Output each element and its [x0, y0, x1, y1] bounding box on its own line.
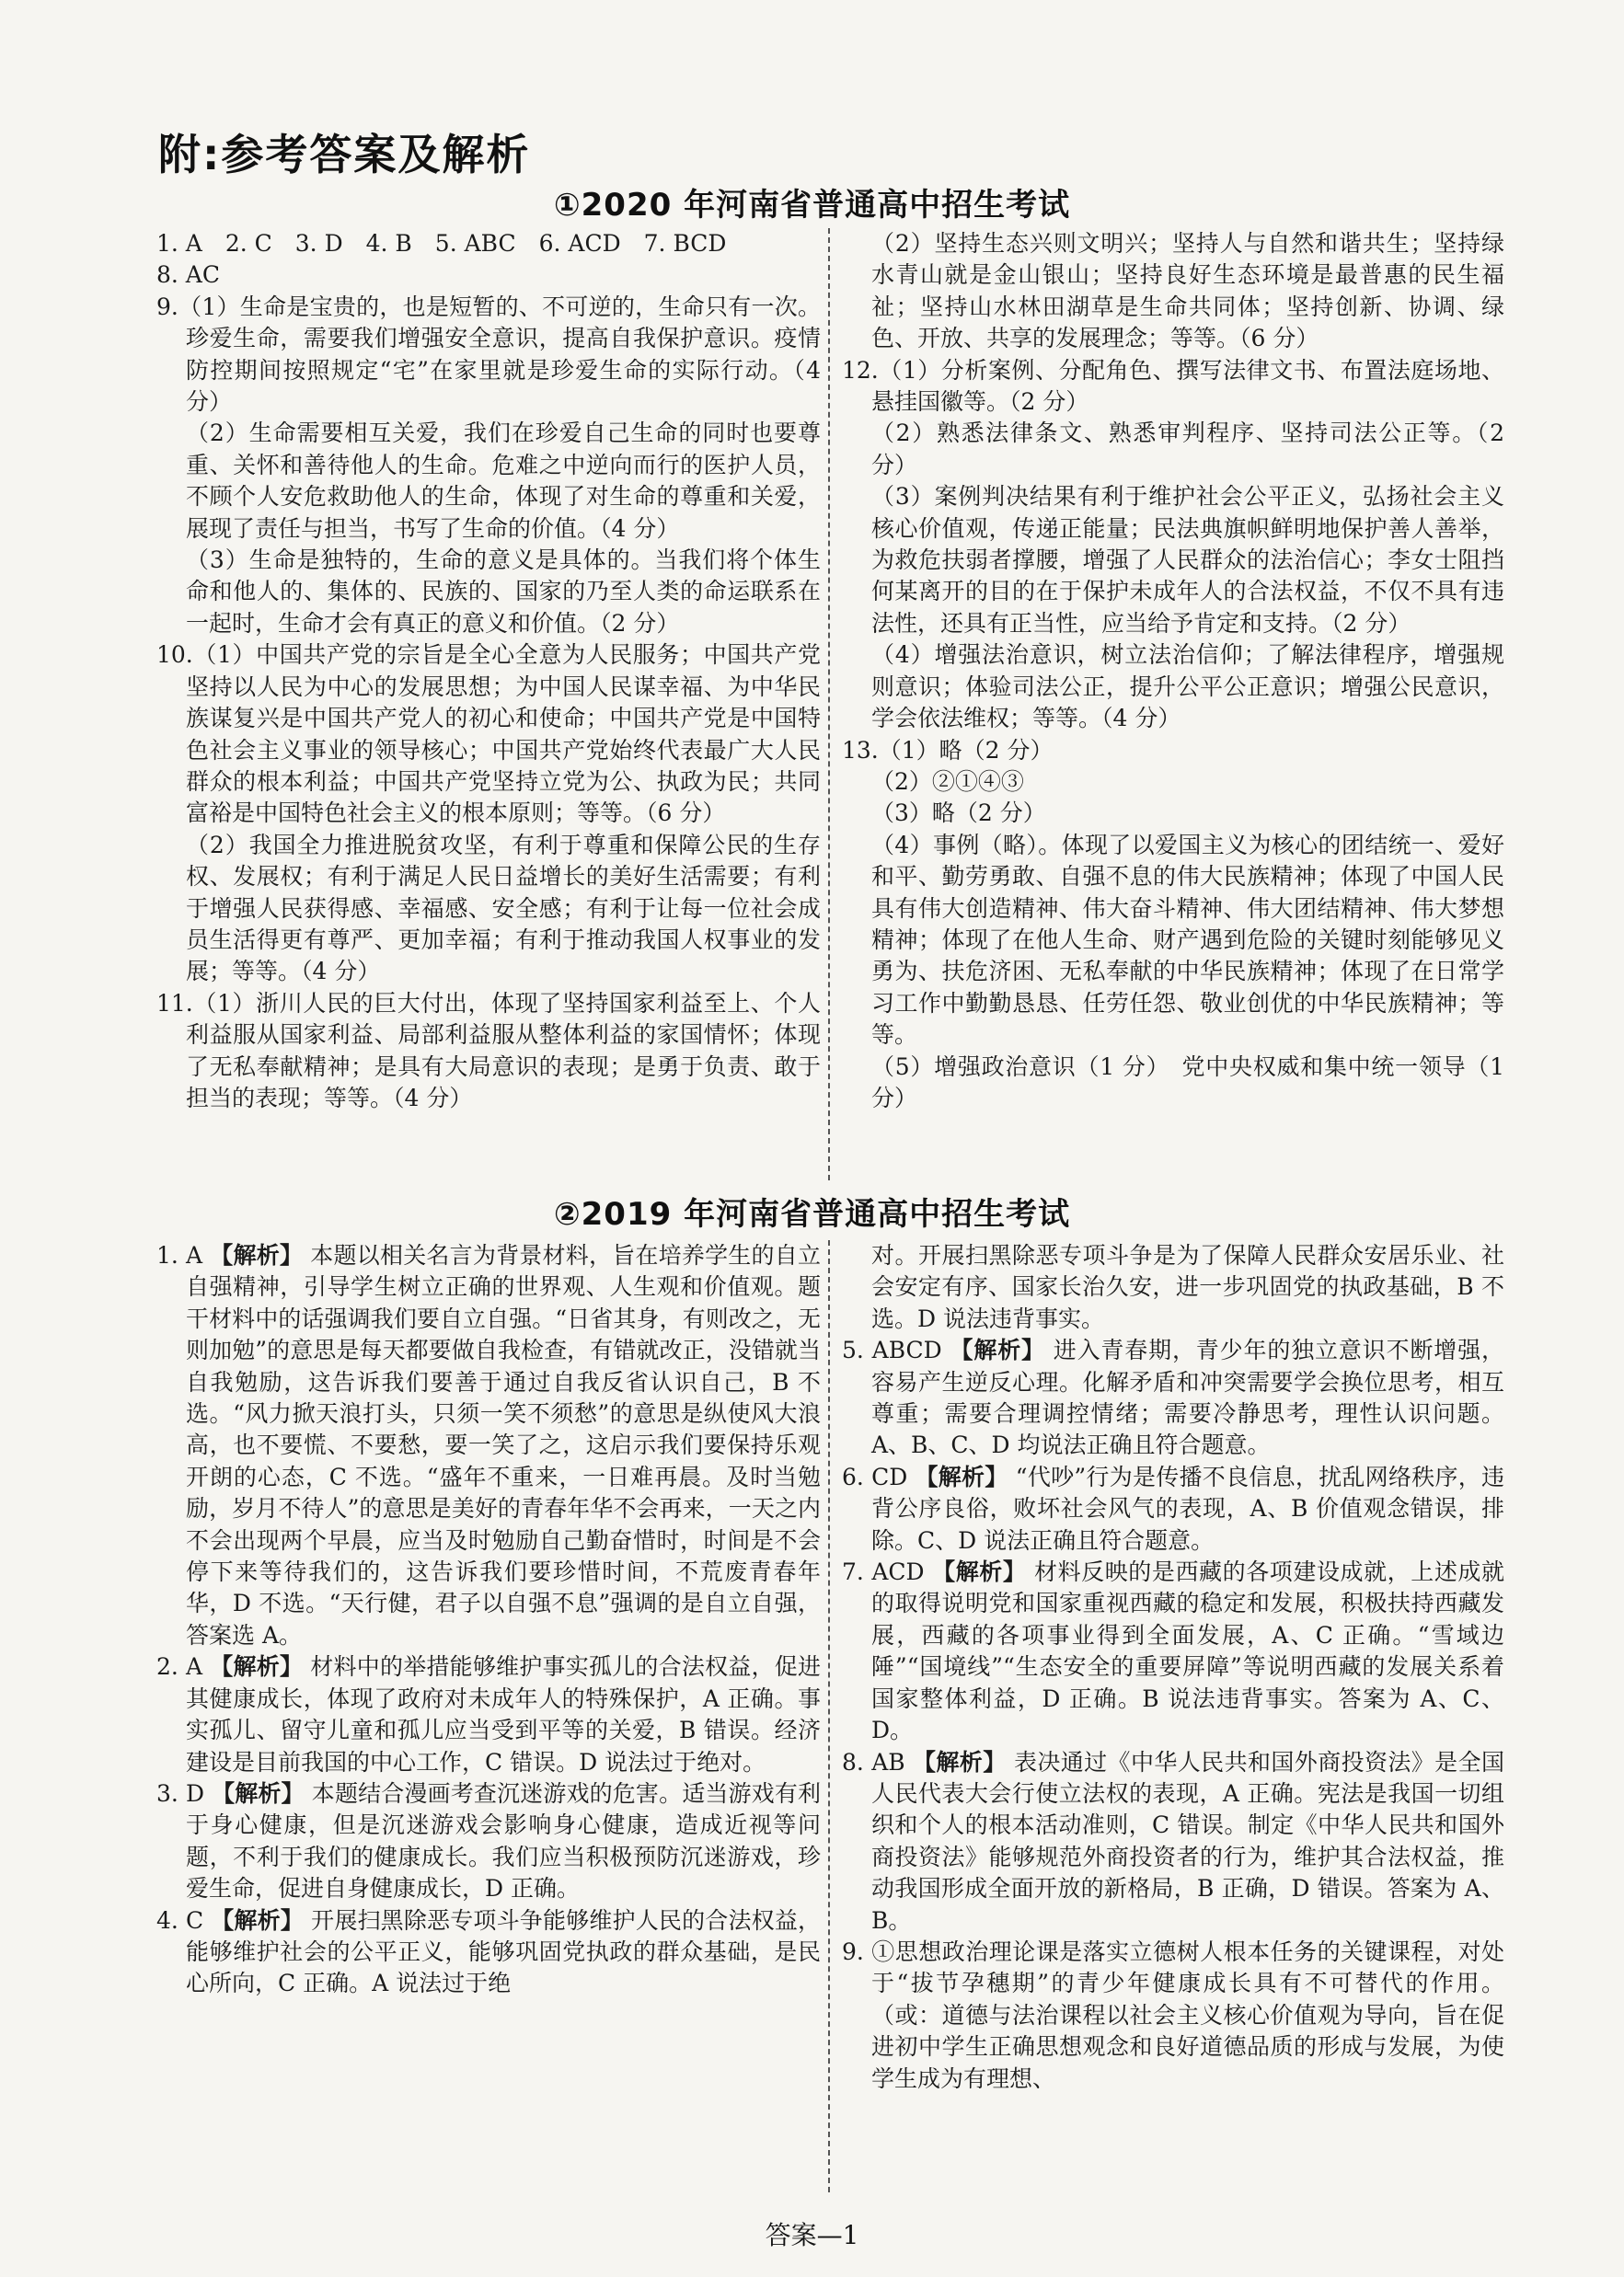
- answer-item-11: 11.（1）浙川人民的巨大付出，体现了坚持国家利益至上、个人利益服从国家利益、局部利益服从整体利益的家国情怀；体现了无私奉献精神；是具有大局意识的表现；是勇于负责、敢于担当的表现；等等。（4 分）: [156, 989, 821, 1111]
- answer-item-10: 10.（1）中国共产党的宗旨是全心全意为人民服务；中国共产党坚持以人民为中心的发展思想；为中国人民谋幸福、为中华民族谋复兴是中国共产党人的初心和使命；中国共产党是中国特色社会主义事业的领导核心；中国共产党始终代表最广大人民群众的根本利益；中国共产党坚持立党为公、执政为民；共同富裕是中国特色社会主义的根本原则；等等。（6 分）: [156, 641, 821, 827]
- analysis-tag: 【解析】: [950, 1337, 1045, 1364]
- answer-sub-item: （2）熟悉法律条文、熟悉审判程序、坚持司法公正等。（2 分）: [871, 420, 1504, 478]
- analysis-tag: 【解析】: [932, 1558, 1027, 1586]
- analysis-item-1: 1. A 【解析】 本题以相关名言为背景材料，旨在培养学生的自立自强精神，引导学生树立正确的世界观、人生观和价值观。题干材料中的话强调我们要自立自强。“日省其身，有则改之，无则加勉”的意思是每天都要做自我检查，有错就改正，没错就当自我勉励，这告诉我们要善于通过自我反省认识自己，B 不选。“风力掀天浪打头，只须一笑不须愁”的意思是纵使风大浪高，也不要慌、不要愁，要一笑了之，这启示我们要保持乐观开朗的心态，C 不选。“盛年不重来，一日难再晨。及时当勉励，岁月不待人”的意思是美好的青春年华不会再来，一天之内不会出现两个早晨，应当及时勉励自己勤奋惜时，时间是不会停下来等待我们的，这告诉我们要珍惜时间，不荒废青春年华，D 不选。“天行健，君子以自强不息”强调的是自立自强，答案选 A。: [156, 1242, 821, 1649]
- answer-sub-item: （4）增强法治意识，树立法治信仰；了解法律程序，增强规则意识；体验司法公正，提升公平公正意识；增强公民意识，学会依法维权；等等。（4 分）: [871, 641, 1504, 732]
- analysis-tag: 【解析】: [210, 1242, 304, 1269]
- answer-sub-item: （4）事例（略）。体现了以爱国主义为核心的团结统一、爱好和平、勤劳勇敢、自强不息的伟大民族精神；体现了中国人民具有伟大创造精神、伟大奋斗精神、伟大团结精神、伟大梦想精神；体现了在他人生命、财产遇到危险的关键时刻能够见义勇为、扶危济困、无私奉献的中华民族精神；体现了在日常学习工作中勤勤恳恳、任劳任怨、敬业创优的中华民族精神；等等。: [871, 831, 1504, 1049]
- analysis-item-5: 5. ABCD 【解析】 进入青春期，青少年的独立意识不断增强，容易产生逆反心理。化解矛盾和冲突需要学会换位思考，相互尊重；需要合理调控情绪；需要冷静思考，理性认识问题。A、B、C、D 均说法正确且符合题意。: [842, 1337, 1504, 1459]
- analysis-tag: 【解析】: [210, 1653, 304, 1681]
- section-2020-left-column: [156, 228, 821, 1114]
- section-title-2020: ①2020 年河南省普通高中招生考试: [553, 187, 1071, 224]
- section-2019-left-column: [156, 1240, 821, 2000]
- answer-sub-item: （3）案例判决结果有利于维护社会公平正义，弘扬社会主义核心价值观，传递正能量；民法典旗帜鲜明地保护善人善举，为救危扶弱者撑腰，增强了人民群众的法治信心；李女士阻挡何某离开的目的在于保护未成年人的合法权益，不仅不具有违法性，还具有正当性，应当给予肯定和支持。（2 分）: [871, 483, 1504, 637]
- column-divider: [828, 228, 830, 1180]
- analysis-item-9: 9. ①思想政治理论课是落实立德树人根本任务的关键课程，对处于“拔节孕穗期”的青少年健康成长具有不可替代的作用。（或：道德与法治课程以社会主义核心价值观为导向，旨在促进初中学生正确思想观念和良好道德品质的形成与发展，为使学生成为有理想、: [842, 1938, 1504, 2092]
- section-2019-right-column: [842, 1240, 1504, 2095]
- analysis-continuation: 对。开展扫黑除恶专项斗争是为了保障人民群众安居乐业、社会安定有序、国家长治久安，进一步巩固党的执政基础，B 不选。D 说法违背事实。: [871, 1242, 1504, 1332]
- analysis-item-4: 4. C 【解析】 开展扫黑除恶专项斗争能够维护人民的合法权益，能够维护社会的公平正义，能够巩固党执政的群众基础，是民心所向，C 正确。A 说法过于绝: [156, 1906, 822, 1997]
- analysis-tag: 【解析】: [912, 1748, 1007, 1776]
- analysis-item-2: 2. A 【解析】 材料中的举措能够维护事实孤儿的合法权益，促进其健康成长，体现了政府对未成年人的特殊保护，A 正确。事实孤儿、留守儿童和孤儿应当受到平等的关爱，B 错误。经济建设是目前我国的中心工作，C 错误。D 说法过于绝对。: [156, 1653, 821, 1776]
- section-2020-right-column: [842, 228, 1504, 1114]
- analysis-tag: 【解析】: [915, 1463, 1008, 1490]
- analysis-item-7: 7. ACD 【解析】 材料反映的是西藏的各项建设成就，上述成就的取得说明党和国家重视西藏的稳定和发展，积极扶持西藏发展，西藏的各项事业得到全面发展，A、C 正确。“雪域边陲”“国境线”“生态安全的重要屏障”等说明西藏的发展关系着国家整体利益，D 正确。B 说法违背事实。答案为 A、C、D。: [842, 1558, 1504, 1744]
- answer-sub-item: （2）②①④③: [871, 767, 1024, 795]
- answer-line: 1. A 2. C 3. D 4. B 5. ABC 6. ACD 7. BCD: [156, 230, 727, 257]
- answer-sub-item: （2）我国全力推进脱贫攻坚，有利于尊重和保障公民的生存权、发展权；有利于满足人民日益增长的美好生活需要；有利于增强人民获得感、幸福感、安全感；有利于让每一位社会成员生活得更有尊严、更加幸福；有利于推动我国人权事业的发展；等等。（4 分）: [186, 831, 821, 985]
- page-title: 附:参考答案及解析: [158, 130, 531, 179]
- analysis-tag: 【解析】: [212, 1779, 305, 1807]
- answer-sub-item: （2）生命需要相互关爱，我们在珍爱自己生命的同时也要尊重、关怀和善待他人的生命。危难之中逆向而行的医护人员，不顾个人安危救助他人的生命，体现了对生命的尊重和关爱，展现了责任与担当，书写了生命的价值。（4 分）: [186, 420, 821, 542]
- section-title-2019: ②2019 年河南省普通高中招生考试: [553, 1196, 1071, 1233]
- answer-item-12: 12.（1）分析案例、分配角色、撰写法律文书、布置法庭场地、悬挂国徽等。（2 分）: [842, 356, 1504, 416]
- answer-item-9: 9.（1）生命是宝贵的，也是短暂的、不可逆的，生命只有一次。珍爱生命，需要我们增强安全意识，提高自我保护意识。疫情防控期间按照规定“宅”在家里就是珍爱生命的实际行动。（4 分）: [156, 293, 821, 416]
- answer-item-13: 13.（1）略（2 分）: [842, 736, 1054, 764]
- answer-sub-item: （5）增强政治意识（1 分） 党中央权威和集中统一领导（1 分）: [871, 1052, 1504, 1111]
- analysis-tag: 【解析】: [211, 1906, 304, 1934]
- page-footer: 答案—1: [765, 2220, 859, 2250]
- analysis-item-6: 6. CD 【解析】 “代吵”行为是传播不良信息，扰乱网络秩序，违背公序良俗，败坏社会风气的表现，A、B 价值观念错误，排除。C、D 说法正确且符合题意。: [842, 1463, 1505, 1554]
- answer-sub-item: （2）坚持生态兴则文明兴；坚持人与自然和谐共生；坚持绿水青山就是金山银山；坚持良好生态环境是最普惠的民生福祉；坚持山水林田湖草是生命共同体；坚持创新、协调、绿色、开放、共享的发展理念；等等。（6 分）: [871, 230, 1504, 352]
- analysis-item-3: 3. D 【解析】 本题结合漫画考查沉迷游戏的危害。适当游戏有利于身心健康，但是沉迷游戏会影响身心健康，造成近视等问题，不利于我们的健康成长。我们应当积极预防沉迷游戏，珍爱生命，促进自身健康成长，D 正确。: [156, 1779, 821, 1903]
- answer-sub-item: （3）生命是独特的，生命的意义是具体的。当我们将个体生命和他人的、集体的、民族的、国家的乃至人类的命运联系在一起时，生命才会有真正的意义和价值。（2 分）: [186, 546, 821, 637]
- analysis-item-8: 8. AB 【解析】 表决通过《中华人民共和国外商投资法》是全国人民代表大会行使立法权的表现，A 正确。宪法是我国一切组织和个人的根本活动准则，C 错误。制定《中华人民共和国外商投资法》能够规范外商投资者的行为，维护其合法权益，推动我国形成全面开放的新格局，B 正确，D 错误。答案为 A、B。: [842, 1748, 1504, 1934]
- answer-sub-item: （3）略（2 分）: [871, 799, 1046, 827]
- answer-line: 8. AC: [156, 261, 220, 289]
- column-divider: [828, 1240, 830, 2192]
